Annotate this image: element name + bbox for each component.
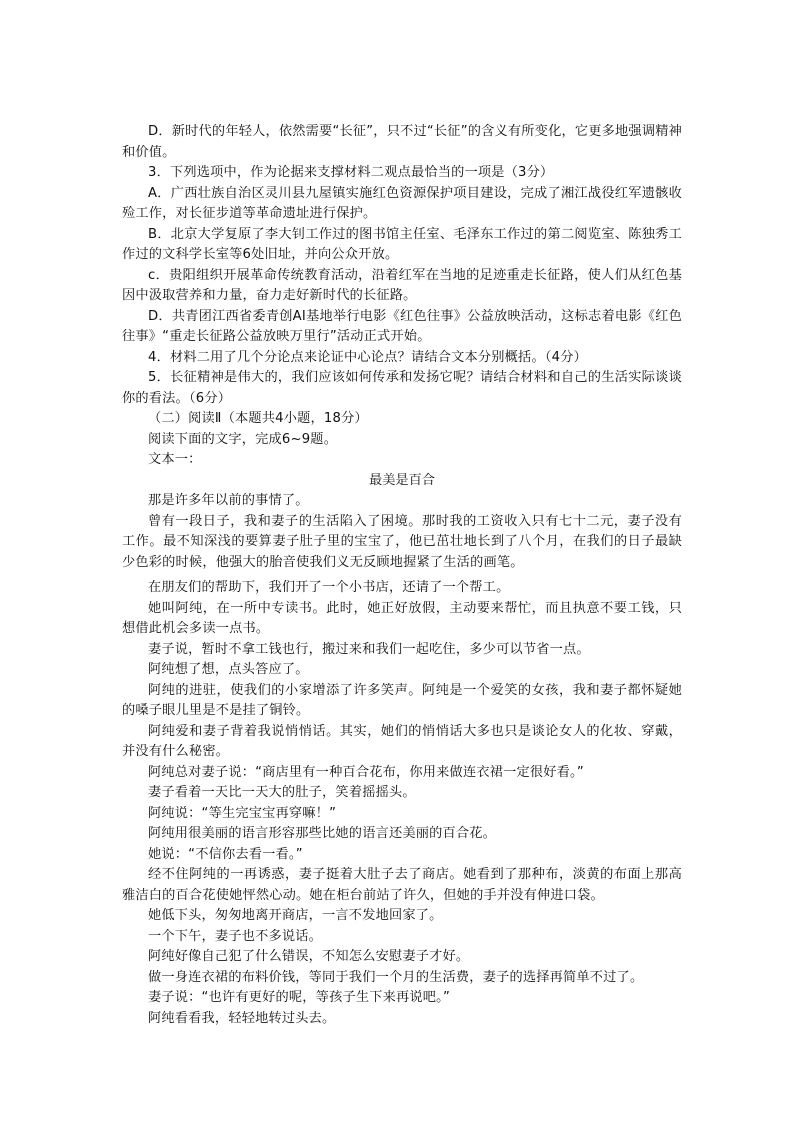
story-paragraph: 一个下午，妻子也不多说话。 [148,928,323,944]
option-d-q2: D．新时代的年轻人，依然需要“长征”，只不过“长征”的含义有所变化，它更多地强调精神和价值。 [122,124,682,160]
story-paragraph: 阿纯的进驻，使我们的小家增添了许多笑声。阿纯是一个爱笑的女孩，我和妻子都怀疑她的嗓子眼儿里是不是挂了铜铃。 [122,682,682,718]
story-paragraph: 阿纯用很美丽的语言形容那些比她的语言还美丽的百合花。 [148,826,497,841]
story-paragraph: 阿纯总对妻子说：“商店里有一种百合花布，你用来做连衣裙一定很好看。” [148,764,584,780]
text-one-label: 文本一： [148,452,202,467]
question-3: 3．下列选项中，作为论据来支撑材料二观点最恰当的一项是（3分） [148,165,554,180]
story-paragraph: 妻子说，暂时不拿工钱也行，搬过来和我们一起吃住，多少可以节省一点。 [148,641,590,657]
story-paragraph: 做一身连衣裙的布料价钱，等同于我们一个月的生活费，妻子的选择再简单不过了。 [148,969,644,985]
option-b: B．北京大学复原了李大钊工作过的图书馆主任室、毛泽东工作过的第二阅览室、陈独秀工作过的文科学长室等6处旧址，并向公众开放。 [122,226,682,262]
story-paragraph: 妻子看着一天比一天大的肚子，笑着摇摇头。 [148,785,416,800]
question-4: 4．材料二用了几个分论点来论证中心论点？请结合文本分别概括。（4分） [148,349,587,365]
option-c: c．贵阳组织开展革命传统教育活动，沿着红军在当地的足迹重走长征路，使人们从红色基因中汲取营养和力量，奋力走好新时代的长征路。 [122,267,682,303]
story-paragraph: 阿纯想了想，点头答应了。 [148,662,309,677]
option-d: D．共青团江西省委青创AI基地举行电影《红色往事》公益放映活动，这标志着电影《红色往事》“重走长征路公益放映万里行”活动正式开始。 [122,308,682,344]
reading-instruction: 阅读下面的文字，完成6~9题。 [148,431,338,447]
story-paragraph: 经不住阿纯的一再诱惑，妻子挺着大肚子去了商店。她看到了那种布，淡黄的布面上那高雅洁白的百合花使她怦然心动。她在柜台前站了许久，但她的手并没有伸进口袋。 [122,867,682,903]
question-5: 5．长征精神是伟大的，我们应该如何传承和发扬它呢？请结合材料和自己的生活实际谈谈你的看法。（6分） [122,370,682,406]
story-paragraph: 阿纯好像自己犯了什么错误，不知怎么安慰妻子才好。 [148,949,470,964]
story-paragraph: 阿纯说：“等生完宝宝再穿嘛！” [148,805,337,821]
story-paragraph: 她说：“不信你去看一看。” [148,846,303,862]
document-body [122,122,682,1029]
story-paragraph: 她低下头，匆匆地离开商店，一言不发地回家了。 [148,908,443,923]
story-paragraph: 那是许多年以前的事情了。 [148,493,309,508]
option-a: A．广西壮族自治区灵川县九屋镇实施红色资源保护项目建设，完成了湘江战役红军遗骸收殓工作，对长征步道等革命遗址进行保护。 [122,185,682,221]
story-paragraph: 在朋友们的帮助下，我们开了一个小书店，还请了一个帮工。 [148,580,510,595]
story-paragraph: 妻子说：“也许有更好的呢，等孩子生下来再说吧。” [148,990,450,1005]
section-heading: （二）阅读Ⅱ（本题共4小题，18分） [148,411,368,426]
story-paragraph: 阿纯看看我，轻轻地转过头去。 [148,1010,336,1026]
story-paragraph: 她叫阿纯，在一所中专读书。此时，她正好放假，主动要来帮忙，而且执意不要工钱，只想借此机会多读一点书。 [122,600,682,636]
story-paragraph: 阿纯爱和妻子背着我说悄悄话。其实，她们的悄悄话大多也只是谈论女人的化妆、穿戴，并没有什么秘密。 [122,723,682,759]
story-title: 最美是百合 [369,472,435,488]
story-paragraph: 曾有一段日子，我和妻子的生活陷入了困境。那时我的工资收入只有七十二元，妻子没有工作。最不知深浅的要算妻子肚子里的宝宝了，他已茁壮地长到了八个月，在我们的日子最缺少色彩的时候，他强大的胎音使我们义无反顾地握紧了生活的画笔。 [122,513,682,570]
